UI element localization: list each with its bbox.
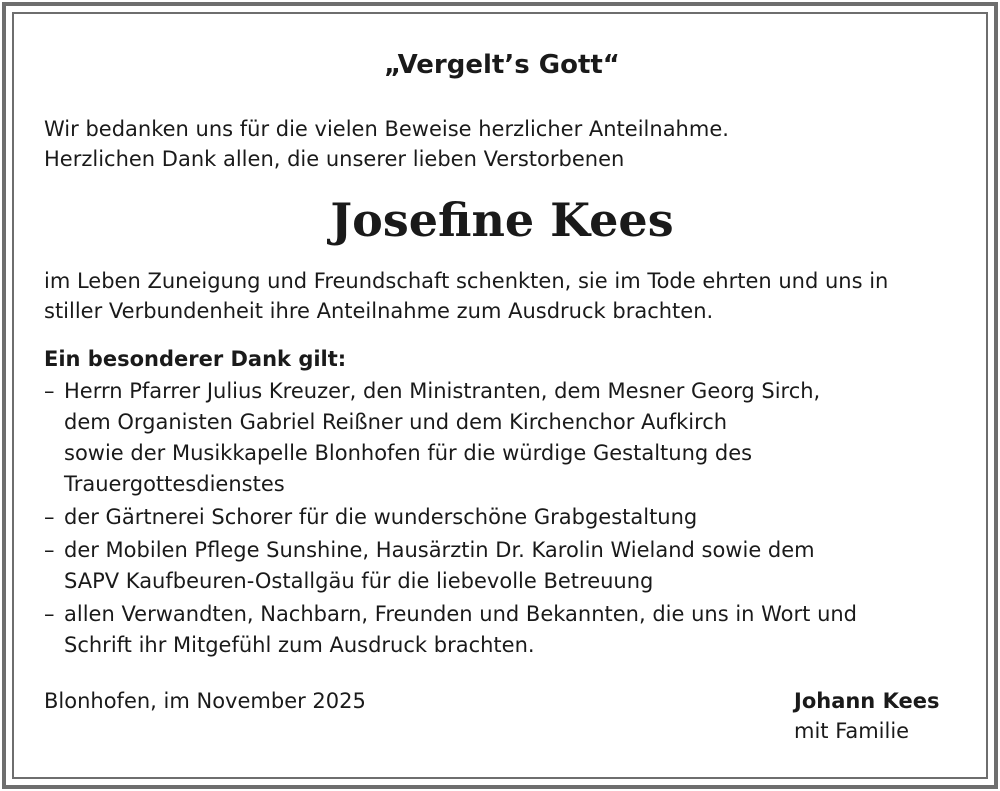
signature [794, 686, 939, 746]
list-dash: – [44, 379, 55, 403]
list-dash: – [44, 602, 55, 626]
list-item [44, 535, 960, 597]
body-line-2: stiller Verbundenheit ihre Anteilnahme zum Ausdruck brachten. [44, 299, 714, 323]
intro-line-2: Herzlichen Dank allen, die unserer lieben Verstorbenen [44, 147, 625, 171]
list-item-line: Trauergottesdienstes [64, 472, 285, 496]
list-item [44, 502, 960, 533]
list-dash: – [44, 538, 55, 562]
body-paragraph [44, 266, 960, 326]
list-item-line: der Mobilen Pflege Sunshine, Hausärztin Dr. Karolin Wieland sowie dem [64, 538, 815, 562]
special-thanks-heading: Ein besonderer Dank gilt: [44, 347, 347, 371]
list-item [44, 376, 960, 500]
body-line-1: im Leben Zuneigung und Freundschaft schenkten, sie im Tode ehrten und uns in [44, 269, 889, 293]
special-thanks-list [44, 376, 960, 663]
list-item [44, 599, 960, 661]
intro-line-1: Wir bedanken uns für die vielen Beweise herzlicher Anteilnahme. [44, 117, 729, 141]
intro-paragraph [44, 114, 960, 174]
list-item-line: SAPV Kaufbeuren-Ostallgäu für die liebevolle Betreuung [64, 569, 654, 593]
list-item-line: allen Verwandten, Nachbarn, Freunden und Bekannten, die uns in Wort und [64, 602, 858, 626]
list-item-line: Schrift ihr Mitgefühl zum Ausdruck brachten. [64, 633, 535, 657]
list-item-line: der Gärtnerei Schorer für die wunderschöne Grabgestaltung [64, 505, 698, 529]
notice-heading: „Vergelt’s Gott“ [384, 50, 620, 80]
signature-name: Johann Kees [794, 689, 940, 713]
deceased-name: Josefine Kees [330, 193, 674, 247]
list-dash: – [44, 505, 55, 529]
list-item-line: dem Organisten Gabriel Reißner und dem Kirchenchor Aufkirch [64, 410, 728, 434]
list-item-line: Herrn Pfarrer Julius Kreuzer, den Ministranten, dem Mesner Georg Sirch, [64, 379, 821, 403]
list-item-line: sowie der Musikkapelle Blonhofen für die würdige Gestaltung des [64, 441, 753, 465]
place-date: Blonhofen, im November 2025 [44, 689, 366, 713]
signature-family: mit Familie [794, 719, 910, 743]
